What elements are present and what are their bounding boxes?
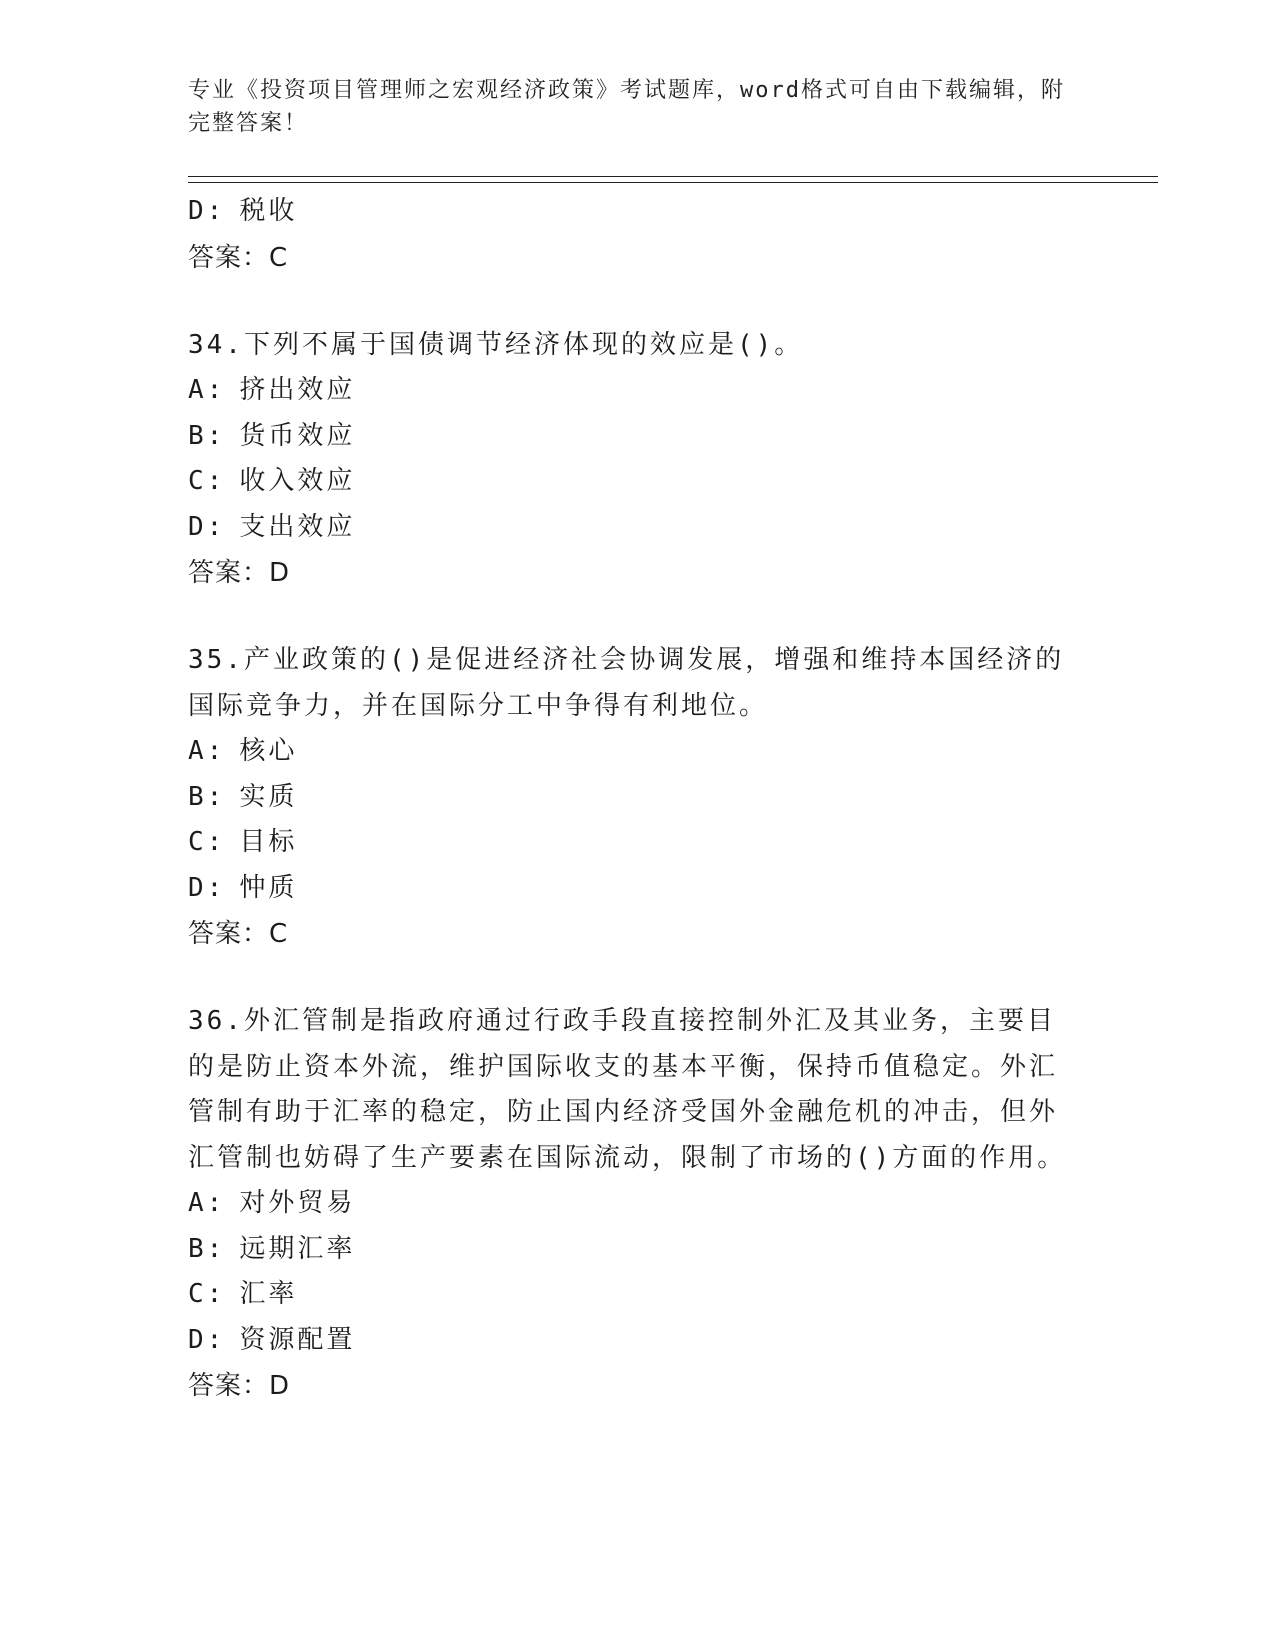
option-row bbox=[188, 189, 1088, 235]
option-key: D: bbox=[188, 872, 226, 903]
question-35 bbox=[188, 638, 1088, 957]
option-text: 货币效应 bbox=[239, 420, 356, 451]
option-row bbox=[188, 414, 1088, 460]
option-key: C: bbox=[188, 827, 226, 857]
answer: 答案：D bbox=[188, 558, 291, 588]
question-text: 35.产业政策的()是促进经济社会协调发展，增强和维持本国经济的国际竞争力，并在国际分工中争得有利地位。 bbox=[188, 645, 1065, 721]
option-text: 收入效应 bbox=[239, 466, 356, 496]
option-row bbox=[188, 866, 1088, 912]
option-key: A: bbox=[188, 1188, 226, 1218]
option-row bbox=[188, 505, 1088, 551]
question-list bbox=[188, 189, 1088, 1409]
question-text: 36.外汇管制是指政府通过行政手段直接控制外汇及其业务，主要目的是防止资本外流，维护国际收支的基本平衡，保持币值稳定。外汇管制有助于汇率的稳定，防止国内经济受国外金融危机的冲击，但外汇管制也妨碍了生产要素在国际流动，限制了市场的()方面的作用。 bbox=[188, 1006, 1067, 1173]
answer: 答案：C bbox=[188, 242, 289, 273]
option-text: 挤出效应 bbox=[239, 375, 356, 405]
option-row bbox=[188, 1272, 1088, 1318]
question-text: 34.下列不属于国债调节经济体现的效应是()。 bbox=[188, 329, 804, 360]
option-text: 远期汇率 bbox=[239, 1233, 356, 1264]
option-key: C: bbox=[188, 1279, 226, 1309]
document-header: 专业《投资项目管理师之宏观经济政策》考试题库，word格式可自由下载编辑，附完整答案！ bbox=[188, 78, 1065, 136]
option-key: B: bbox=[188, 420, 226, 451]
answer: 答案：D bbox=[188, 1371, 291, 1401]
option-row bbox=[188, 459, 1088, 505]
option-text: 税收 bbox=[239, 196, 298, 226]
option-key: A: bbox=[188, 375, 226, 405]
option-row bbox=[188, 368, 1088, 414]
option-key: D: bbox=[188, 196, 226, 226]
option-text: 资源配置 bbox=[239, 1324, 356, 1355]
question-36 bbox=[188, 999, 1088, 1409]
option-text: 目标 bbox=[239, 827, 298, 857]
option-row bbox=[188, 1181, 1088, 1227]
option-row bbox=[188, 1318, 1088, 1364]
option-row bbox=[188, 820, 1088, 866]
option-key: D: bbox=[188, 511, 226, 542]
option-key: A: bbox=[188, 736, 226, 766]
option-key: B: bbox=[188, 781, 226, 812]
option-text: 实质 bbox=[239, 781, 298, 812]
option-row bbox=[188, 775, 1088, 821]
header-rule-top bbox=[188, 176, 1158, 177]
option-key: C: bbox=[188, 466, 226, 496]
option-text: 忡质 bbox=[239, 872, 298, 903]
option-key: D: bbox=[188, 1324, 226, 1355]
header-rule-bottom bbox=[188, 182, 1158, 183]
option-row bbox=[188, 1227, 1088, 1273]
option-row bbox=[188, 729, 1088, 775]
option-text: 汇率 bbox=[239, 1279, 298, 1309]
option-key: B: bbox=[188, 1233, 226, 1264]
option-text: 对外贸易 bbox=[239, 1188, 356, 1218]
question-34 bbox=[188, 323, 1088, 597]
option-text: 支出效应 bbox=[239, 511, 356, 542]
answer: 答案：C bbox=[188, 919, 289, 949]
option-text: 核心 bbox=[239, 736, 298, 766]
